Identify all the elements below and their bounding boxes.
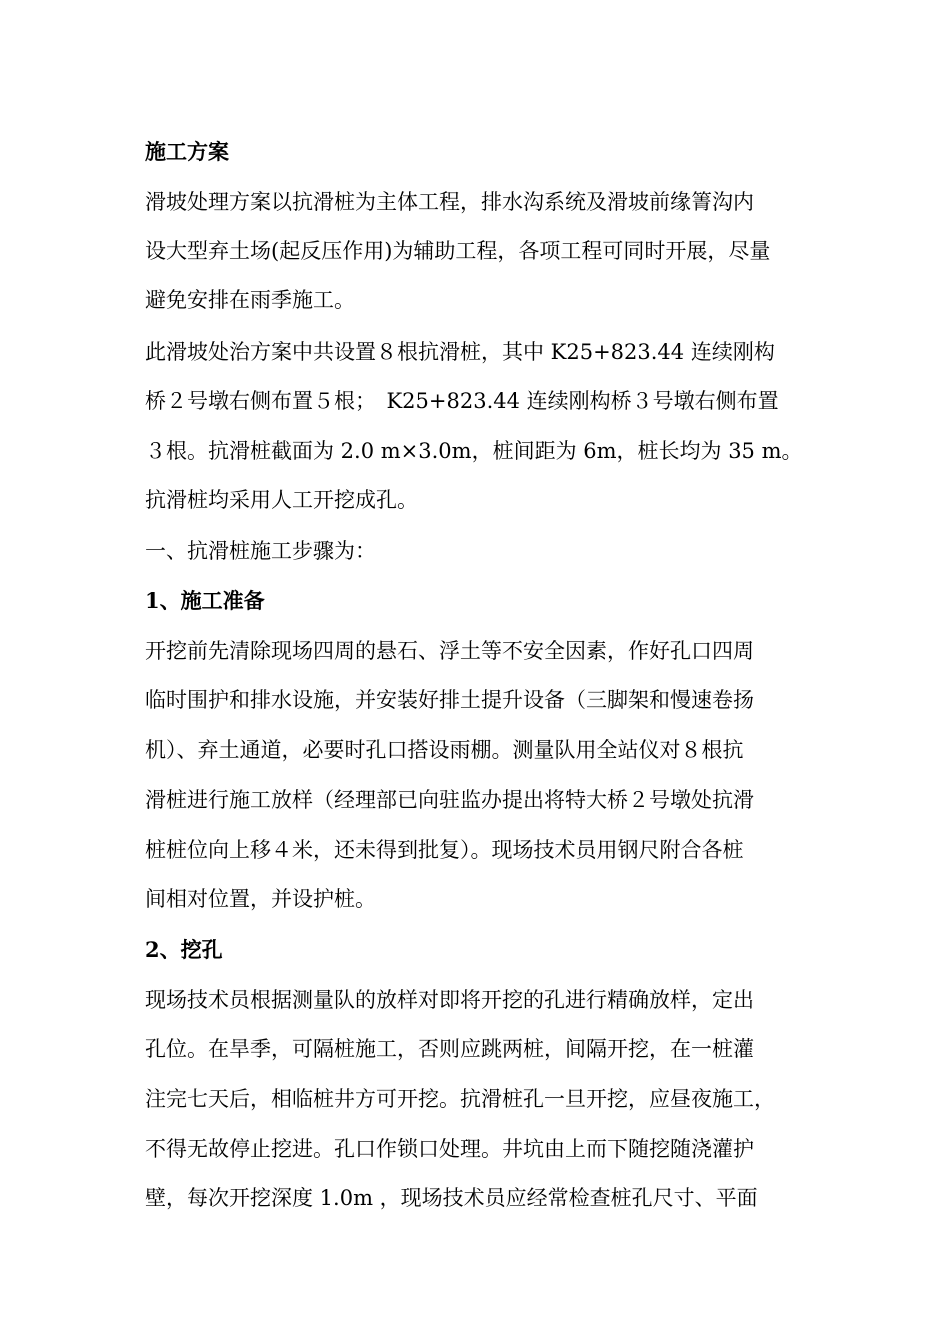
paragraph-line: 现场技术员根据测量队的放样对即将开挖的孔进行精确放样，定出 [145,988,754,1012]
paragraph-line: 间相对位置，并设护桩。 [145,887,376,911]
paragraph-line: 此滑坡处治方案中共设置８根抗滑桩，其中 K25+823.44 连续刚构 [145,340,775,364]
paragraph-line: 滑坡处理方案以抗滑桩为主体工程，排水沟系统及滑坡前缘箐沟内 [145,190,754,214]
step2-heading: 2、挖孔 [145,937,223,962]
paragraph-line: 壁，每次开挖深度 1.0m ，现场技术员应经常检查桩孔尺寸、平面 [145,1186,758,1210]
paragraph-line: 机）、弃土通道，必要时孔口搭设雨棚。测量队用全站仪对８根抗 [145,738,744,762]
paragraph-line: 不得无故停止挖进。孔口作锁口处理。井坑由上而下随挖随浇灌护 [145,1137,754,1161]
step1-heading: 1、施工准备 [145,588,265,613]
paragraph-line: 注完七天后，相临桩井方可开挖。抗滑桩孔一旦开挖，应昼夜施工， [145,1087,775,1111]
paragraph-line: 滑桩进行施工放样（经理部已向驻监办提出将特大桥２号墩处抗滑 [145,788,754,812]
paragraph-line: 开挖前先清除现场四周的悬石、浮土等不安全因素，作好孔口四周 [145,639,754,663]
section-title: 施工方案 [145,139,229,164]
paragraph-line: 桥２号墩右侧布置５根； K25+823.44 连续刚构桥３号墩右侧布置 [145,389,779,413]
paragraph-line: ３根。抗滑桩截面为 2.0 m×3.0m，桩间距为 6m，桩长均为 35 m。 [145,439,803,463]
paragraph-line: 临时围护和排水设施，并安装好排土提升设备（三脚架和慢速卷扬 [145,688,754,712]
paragraph-line: 避免安排在雨季施工。 [145,288,355,312]
steps-title: 一、抗滑桩施工步骤为： [145,539,376,563]
paragraph-line: 桩桩位向上移４米，还未得到批复）。现场技术员用钢尺附合各桩 [145,838,744,862]
paragraph-line: 孔位。在旱季，可隔桩施工，否则应跳两桩，间隔开挖，在一桩灌 [145,1037,754,1061]
paragraph-line: 抗滑桩均采用人工开挖成孔。 [145,488,418,512]
paragraph-line: 设大型弃土场(起反压作用)为辅助工程，各项工程可同时开展，尽量 [145,239,771,263]
